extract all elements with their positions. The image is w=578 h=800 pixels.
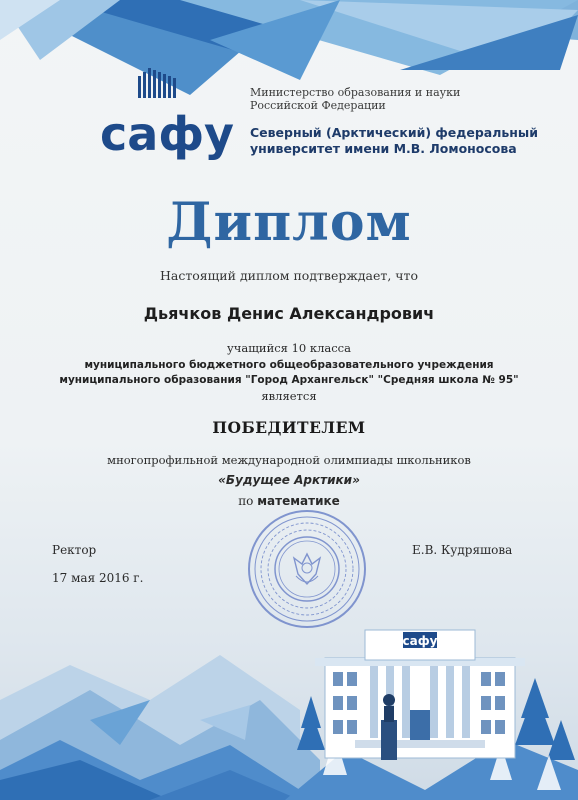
grade-line: учащийся 10 класса: [227, 341, 351, 355]
building-sign: сафу: [402, 634, 438, 648]
school-line-1: муниципального бюджетного общеобразовательного учреждения: [84, 359, 494, 371]
university-line-2: университет имени М.В. Ломоносова: [250, 141, 517, 156]
safu-logo: [100, 68, 234, 168]
subject-line: [0, 494, 578, 508]
recipient-name: Дьячков Денис Александрович: [143, 304, 435, 323]
diploma-title: Диплом: [166, 192, 412, 253]
logo-text: сафу: [100, 107, 234, 161]
issue-date: 17 мая 2016 г.: [52, 571, 144, 585]
school-line-2: муниципального образования "Город Архангельск" "Средняя школа № 95": [59, 374, 519, 386]
rector-name: Е.В. Кудряшова: [412, 543, 513, 557]
university-line-1: Северный (Арктический) федеральный: [250, 125, 538, 140]
signatory-position: Ректор: [52, 543, 97, 557]
olympiad-name: «Будущее Арктики»: [218, 473, 360, 487]
ministry-line-1: Министерство образования и науки: [250, 86, 461, 99]
ministry-line-2: Российской Федерации: [250, 99, 386, 112]
intro-text: Настоящий диплом подтверждает, что: [160, 268, 418, 283]
subject-prefix: по: [238, 494, 254, 508]
award-title: ПОБЕДИТЕЛЕМ: [212, 418, 366, 437]
subject-name: математике: [257, 494, 340, 508]
olympiad-intro: многопрофильной международной олимпиады школьников: [107, 453, 471, 467]
university-building-illustration: [285, 600, 578, 800]
is-label: является: [261, 389, 317, 403]
